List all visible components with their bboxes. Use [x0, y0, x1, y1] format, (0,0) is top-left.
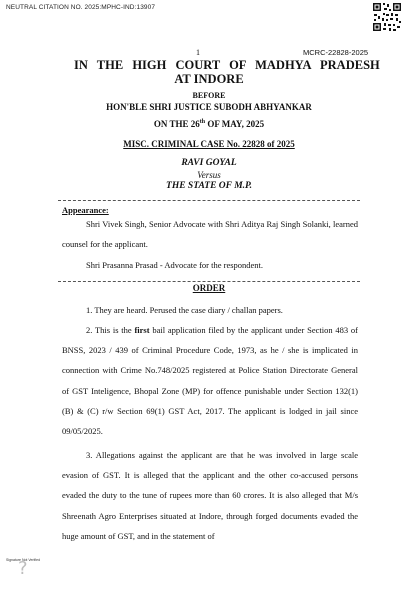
- respondent-counsel: Shri Prasanna Prasad - Advocate for the respondent.: [86, 260, 264, 270]
- page-number: 1: [196, 48, 200, 57]
- justice-name: HON'BLE SHRI JUSTICE SUBODH ABHYANKAR: [106, 102, 312, 112]
- respondent-name: THE STATE OF M.P.: [166, 181, 252, 191]
- p2-post: bail application filed by the applicant under Section 483 of BNSS, 2023 / 439 of Criminal Procedure Code, 1973, as he / she is implicated in connection with Crime No.748/2025 registered at Police Station Directorate General of GST Inteligence, Bhopal Zone (MP) for offence punishable under Section 132(1)(B) & (C) r/w Section 69(1) GST Act, 2017. The applicant is lodged in jail since 09/05/2025.: [62, 325, 358, 437]
- before-label: BEFORE: [192, 91, 226, 100]
- order-heading: ORDER: [192, 283, 226, 293]
- divider-bottom: [58, 281, 360, 282]
- versus-label: Versus: [197, 170, 221, 180]
- divider-top: [58, 200, 360, 201]
- neutral-citation: NEUTRAL CITATION NO. 2025:MPHC-IND:13907: [6, 4, 156, 11]
- order-paragraph-3: 3. Allegations against the applicant are that he was involved in large scale evasion of GST. It is alleged that the applicant and the other co-accused persons evaded the duty to the tune of rupees more than 60 crores. It is also alleged that M/s Shreenath Agro Enterprises situated at Indore, through forged documents evaded the huge amount of GST, and in the statement of: [62, 450, 358, 541]
- appearance-heading: Appearance:: [62, 205, 109, 215]
- p2-bold: first: [134, 325, 150, 335]
- date-suffix: OF MAY, 2025: [205, 119, 265, 129]
- date-sup: th: [199, 119, 206, 125]
- hearing-date: [0, 119, 418, 129]
- applicant-name: RAVI GOYAL: [181, 158, 237, 168]
- case-number: MISC. CRIMINAL CASE No. 22828 of 2025: [123, 139, 295, 149]
- signature-question-icon: ?: [18, 558, 28, 579]
- date-prefix: ON THE 26: [153, 119, 200, 129]
- applicant-counsel: Shri Vivek Singh, Senior Advocate with Shri Aditya Raj Singh Solanki, learned counsel for the applicant.: [62, 219, 358, 250]
- qr-code-icon: [372, 2, 402, 32]
- signature-stamp: Signature Not Verified: [6, 558, 41, 562]
- order-paragraph-1: 1. They are heard. Perused the case diary / challan papers.: [86, 305, 283, 315]
- order-paragraph-2: [62, 320, 358, 441]
- court-title-line2: AT INDORE: [174, 72, 244, 86]
- p2-pre: 2. This is the: [86, 325, 135, 335]
- case-code: MCRC-22828-2025: [303, 48, 369, 57]
- court-title-line1: IN THE HIGH COURT OF MADHYA PRADESH: [74, 58, 380, 72]
